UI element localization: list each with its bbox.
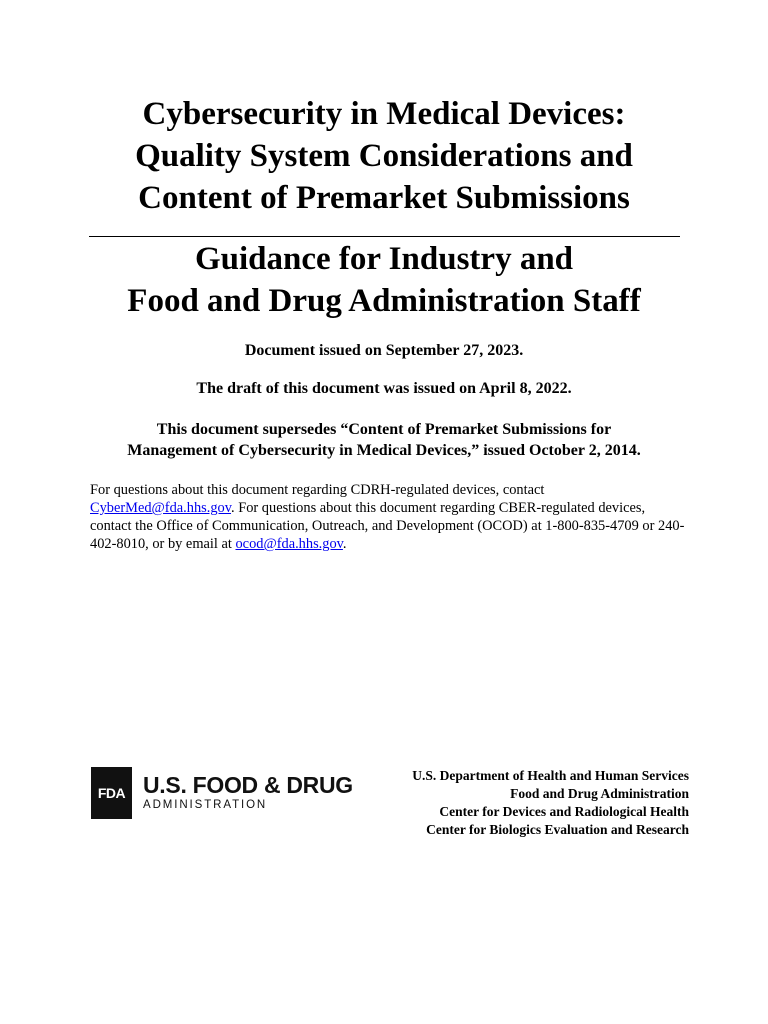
contact-text-3: . [342, 536, 347, 552]
fda-logo [91, 767, 353, 819]
draft-issued-date: The draft of this document was issued on April 8, 2022. [196, 380, 572, 397]
subtitle-line-1: Guidance for Industry and [194, 241, 574, 277]
title-line-1: Cybersecurity in Medical Devices: [142, 96, 626, 132]
supersedes-notice [0, 419, 768, 461]
ocod-email-link[interactable]: ocod@fda.hhs.gov [235, 536, 343, 552]
agency-line-hhs: U.S. Department of Health and Human Services [412, 768, 689, 783]
supersedes-line-1: This document supersedes “Content of Premarket Submissions for [156, 421, 612, 438]
agency-block [412, 767, 689, 839]
document-title [0, 93, 768, 219]
document-subtitle [0, 238, 768, 322]
fda-wordmark-name: U.S. FOOD & DRUG [143, 772, 353, 798]
contact-text-1: For questions about this document regarding CDRH-regulated devices, contact [90, 482, 545, 498]
agency-line-cber: Center for Biologics Evaluation and Research [426, 822, 689, 837]
fda-wordmark [143, 773, 353, 813]
document-issued-date: Document issued on September 27, 2023. [244, 342, 524, 359]
agency-line-cdrh: Center for Devices and Radiological Health [439, 804, 689, 819]
contact-text-2: . For questions about this document regarding CBER-regulated devices, contact the Office of Communication, Outreach, and Development (OCOD) at 1-800-835-4709 or 240-402-8010, or by email at [90, 500, 685, 552]
subtitle-line-2: Food and Drug Administration Staff [127, 283, 641, 319]
fda-wordmark-sub: ADMINISTRATION [143, 799, 268, 811]
title-divider [89, 236, 680, 237]
contact-paragraph [90, 481, 690, 553]
title-line-2: Quality System Considerations and [135, 138, 633, 174]
title-line-3: Content of Premarket Submissions [138, 180, 630, 216]
agency-line-fda: Food and Drug Administration [510, 786, 689, 801]
fda-mark-logo: FDA [91, 767, 132, 819]
supersedes-line-2: Management of Cybersecurity in Medical Devices,” issued October 2, 2014. [127, 442, 641, 459]
cybermed-email-link[interactable]: CyberMed@fda.hhs.gov [90, 500, 232, 516]
